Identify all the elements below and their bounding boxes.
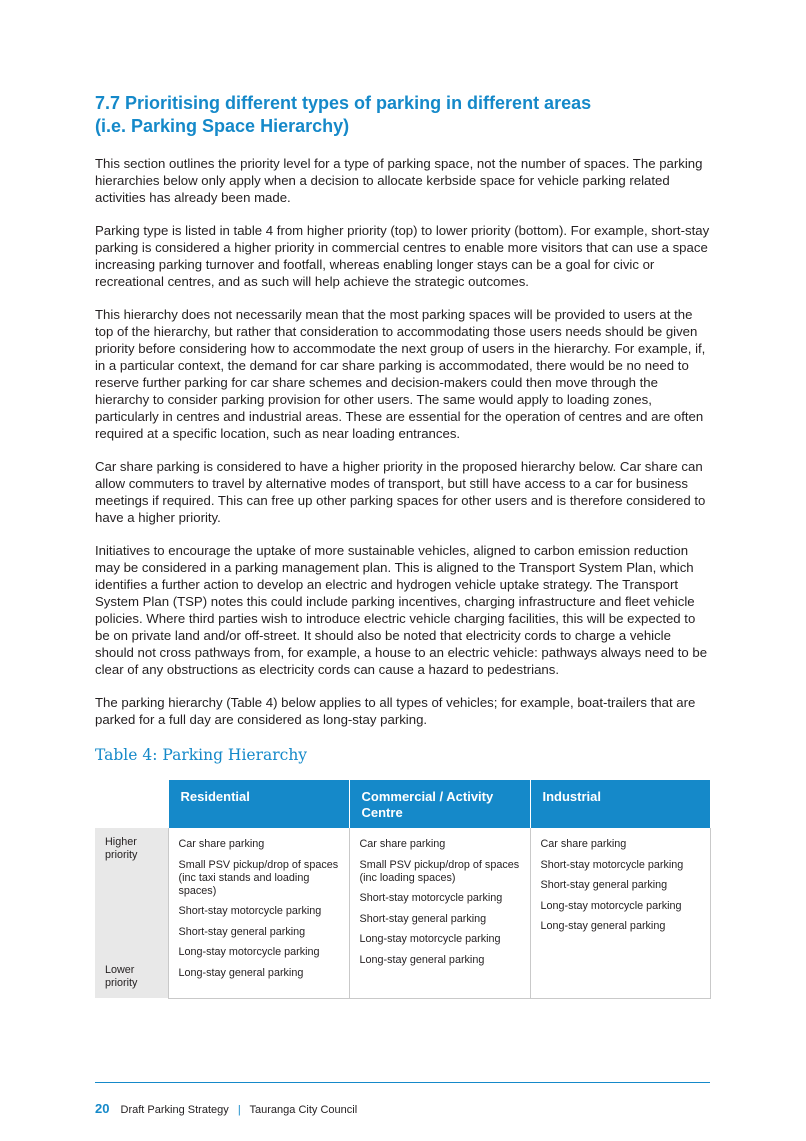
table-row bbox=[95, 828, 710, 998]
list-item: Small PSV pickup/drop of spaces (inc loading spaces) bbox=[359, 858, 520, 884]
paragraph: Initiatives to encourage the uptake of more sustainable vehicles, aligned to carbon emission reduction may be considered in a parking management plan. This is aligned to the Transport System Plan, which identifies a further action to develop an electric and hydrogen vehicle uptake strategy. The Transport System Plan (TSP) notes this could include parking incentives, charging infrastructure and fleet vehicle policies. Where third parties wish to introduce electric vehicle charging facilities, this will be expected to be on private land and/or off-street. It should also be noted that electricity cords to charge a vehicle should not cross pathways from, for example, a house to an electric vehicle: pathways always need to be clear of any obstructions as electricity cords can cause a hazard to pedestrians. bbox=[95, 543, 708, 677]
document-title: Draft Parking Strategy bbox=[120, 1104, 229, 1116]
list-item: Long-stay general parking bbox=[178, 966, 304, 979]
lower-priority-label: Lower priority bbox=[105, 964, 138, 989]
paragraph: This section outlines the priority level for a type of parking space, not the number of spaces. The parking hierarchies below only apply when a decision to allocate kerbside space for vehicle parking related activities has already been made. bbox=[95, 156, 703, 205]
table-header-commercial: Commercial / Activity Centre bbox=[349, 780, 530, 828]
page-number: 20 bbox=[95, 1101, 110, 1116]
paragraph: Car share parking is considered to have a higher priority in the proposed hierarchy below. Car share can allow commuters to travel by alternative modes of transport, but still have access to a car for business meetings if required. This can free up other parking spaces for other users and is therefore considered to have a higher priority. bbox=[95, 459, 706, 525]
table-header-blank bbox=[95, 780, 168, 828]
table-header-industrial: Industrial bbox=[530, 780, 710, 828]
section-heading bbox=[95, 92, 715, 138]
list-item: Short-stay motorcycle parking bbox=[178, 905, 322, 917]
table-header-residential: Residential bbox=[168, 780, 349, 828]
industrial-cell bbox=[530, 828, 710, 998]
list-item: Short-stay general parking bbox=[359, 912, 487, 925]
list-item: Short-stay general parking bbox=[178, 925, 306, 938]
list-item: Short-stay motorcycle parking bbox=[359, 892, 503, 904]
list-item: Short-stay motorcycle parking bbox=[540, 858, 684, 871]
paragraph: The parking hierarchy (Table 4) below applies to all types of vehicles; for example, boat-trailers that are parked for a full day are considered as long-stay parking. bbox=[95, 694, 696, 727]
commercial-list bbox=[360, 838, 520, 967]
list-item: Long-stay motorcycle parking bbox=[540, 899, 682, 912]
commercial-cell bbox=[349, 828, 530, 998]
footer-separator: | bbox=[237, 1104, 241, 1116]
paragraph: Parking type is listed in table 4 from higher priority (top) to lower priority (bottom). For example, short-stay parking is considered a higher priority in commercial centres to enable more visitors that can use a space increasing parking turnover and footfall, whereas enabling longer stays can be a goal for civic or recreational centres, and as such will help achieve the strategic outcomes. bbox=[95, 223, 710, 289]
paragraph: This hierarchy does not necessarily mean that the most parking spaces will be provided to users at the top of the hierarchy, but rather that consideration to accommodating those users needs should be given priority before considering how to accommodate the next group of users in the hierarchy. For example, if, in a particular context, the demand for car share parking is accommodated, there would be no need to reserve further parking for car share schemes and decision-makers could then move through the hierarchy to consider parking provision for other users. The same would apply to loading zones, particularly in centres and industrial areas. These are essential for the operation of centres and are often required at a specific location, such as near loading entrances. bbox=[95, 307, 706, 441]
list-item: Car share parking bbox=[178, 838, 265, 850]
table-header-row bbox=[95, 780, 710, 828]
residential-cell bbox=[168, 828, 349, 998]
list-item: Car share parking bbox=[540, 838, 627, 850]
industrial-list bbox=[541, 838, 700, 933]
list-item: Long-stay general parking bbox=[359, 953, 485, 966]
section-heading-line-2: (i.e. Parking Space Hierarchy) bbox=[95, 116, 350, 136]
organisation-name: Tauranga City Council bbox=[249, 1104, 358, 1116]
page-footer bbox=[95, 1102, 357, 1117]
body-text bbox=[95, 156, 713, 745]
higher-priority-label: Higher priority bbox=[105, 836, 138, 861]
list-item: Car share parking bbox=[359, 838, 446, 850]
footer-divider bbox=[95, 1082, 710, 1083]
parking-hierarchy-table bbox=[95, 780, 711, 999]
priority-column bbox=[95, 828, 168, 998]
table-title: Table 4: Parking Hierarchy bbox=[95, 746, 308, 764]
list-item: Short-stay general parking bbox=[540, 879, 668, 891]
list-item: Small PSV pickup/drop of spaces (inc taxi stands and loading spaces) bbox=[178, 858, 339, 897]
list-item: Long-stay general parking bbox=[540, 920, 666, 932]
list-item: Long-stay motorcycle parking bbox=[178, 946, 320, 958]
list-item: Long-stay motorcycle parking bbox=[359, 933, 501, 945]
residential-list bbox=[179, 838, 339, 980]
section-heading-line-1: 7.7 Prioritising different types of parking in different areas bbox=[95, 93, 592, 113]
